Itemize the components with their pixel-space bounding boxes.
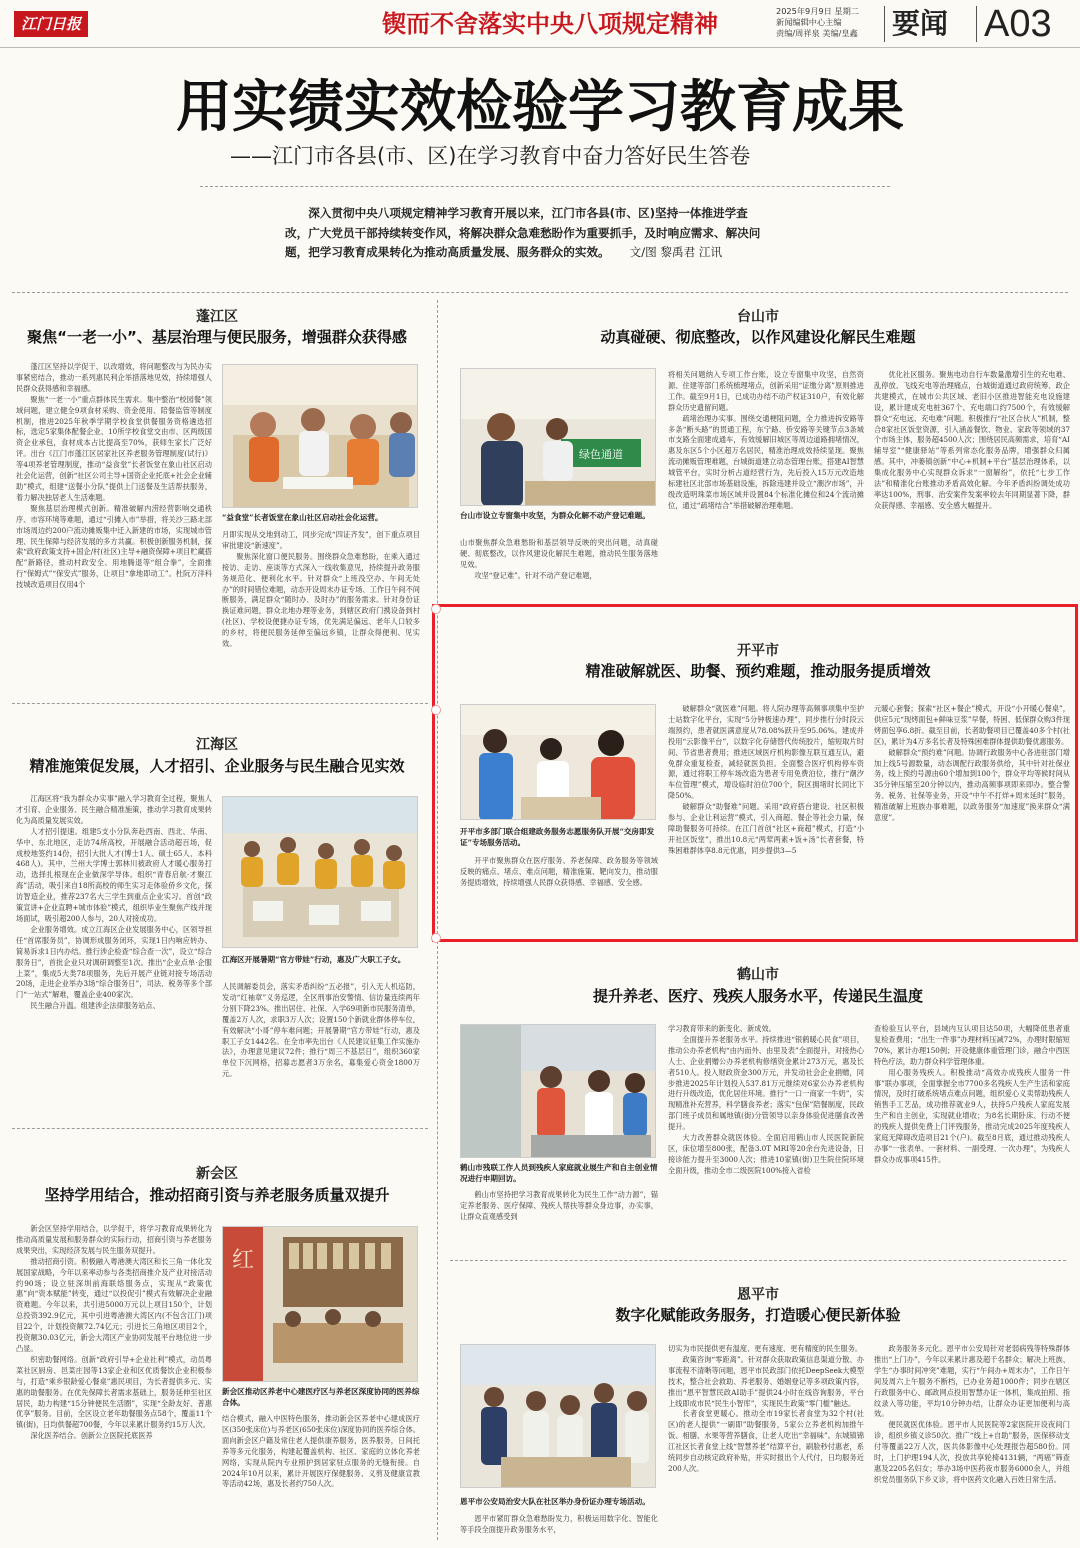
page-subtitle: ——江门市各县(市、区)在学习教育中奋力答好民生答卷 <box>230 144 751 168</box>
region-label: 开平市 <box>737 643 779 659</box>
svg-text:红: 红 <box>231 1248 255 1273</box>
article-photo <box>460 704 656 820</box>
article-body: 政务服务多元化。恩平市公安局针对老弱病残等特殊群体推出“上门办”，今年以来累计惠及超千名群众；解决上班族、学生“办事时间冲突”难题，实行“午间办+周末办”，工作日午间及周六上午服务不断档，已办业务超1000件；同步在辖区行政服务中心、邮政网点投用智慧办证一体机，集成拍照、指纹录入等功能，平均10分钟办结，让群众办证更加便利与高效。 便民就医优体验。恩平市人民医院等2家医院开设夜间门诊，组织乡镇义诊50次。推广“线上+自助”服务，医保移动支付等覆盖22万人次，医共体影像中心处理报告超580份。同时，上门护理194人次，投放共享轮椅4131辆，“两癌”筛查惠及2205名妇女；举办3场中医药夜市服务6000余人，并组织党员服务队下乡义诊，将中医药文化融入百姓日常生活。 <box>874 1344 1070 1484</box>
article-body: 新会区坚持学用结合，以学促干，将学习教育成果转化为推动高质量发展和服务群众的实际行动，招商引资与养老服务成果突出，实现经济发展与民生服务双提升。 推动招商引资。积极融入粤港澳大湾区和长三角一体化发展国家战略，今年以来率动参与各类招商推介及产业对接活动约90场；设立驻深圳前海联络服务点，实现从“政策优惠”向“资本赋能”转变，通过“以投促引”模式有效解决企业融资难题。今年以来，共引进5000万元以上项目150个，计划总投资392.9亿元，其中引进粤港澳大湾区内(不包含江门)项目22个，计划投资额72.74亿元；引进长三角地区项目2个，投资额30.03亿元，新会大湾区产业协同发展平台地位进一步凸显。 织密助餐网络。创新“政府引导+企业社利”模式，动员粤菜社区厨房、邑菜庄园等13家企业和区优质餐饮企业积极参与，打造“乘乡银龄爱心餐桌”惠民项目，为长者提供多元、实惠的助餐服务。在优先保障长者需求基础上，服务延伸至社区居民，助力构建“15分钟便民生活圈”，实现“全龄友好、普惠优享”服务。目前，全区设立老年助餐服务点58个，覆盖11个镇(街)，日均供餐超700餐，今年以来累计服务约15万人次。 深化医养结合。创新公立医院托底医养 <box>16 1224 212 1441</box>
article-body: 切实为市民提供更有温度、更有速度、更有精度的民生服务。 政策咨询“零距离”。针对群众获取政策信息渠道分散、办事流程不清晰等问题，恩平市民政部门依托DeepSeek大模型技术，整合社会救助、养老服务、婚姻登记等多项政策内容，推出“恩平智慧民政AI助手”提供24小时在线咨询服务，平台上线即成市民“民生小智库”，实现民生政策“零门槛”触达。 长者食堂更暖心。推动全市19家长者食堂为32个村(社区)的老人提供“一刷即”助餐服务，5家公立养老机构加推午饭、相膳、水果等营养膳食，让老人吃出“幸福味”。东城镇锦江社区长者食堂上线“智慧养老”结算平台，刷脸秒付惠老，系统同步自动核定政府补贴，并实时报出个人代付，日均服务近200人次。 <box>668 1344 864 1473</box>
article-photo <box>222 1226 418 1382</box>
article-body: 开平市聚焦群众在医疗服务、养老保障、政务服务等领域反映的痛点、堵点、难点问题，精准施策、靶向发力，推动服务提质增效，持续增强人民群众获得感、幸福感、安全感。 <box>460 856 658 887</box>
masthead-divider <box>976 6 977 42</box>
svg-text:绿色通道: 绿色通道 <box>579 448 623 461</box>
photo-caption: 恩平市公安局治安大队在社区举办身份证办理专场活动。 <box>460 1497 650 1506</box>
region-label: 蓬江区 <box>196 309 238 325</box>
article-body: 破解群众“就医难”问题。将人院办理等高频事项集中至护士站数字化平台，实现“5分钟极速办理”，同步推行分时段云端预约，患者就医满意度从78.08%跃升至95.06%。建成并投用“云影像平台”，以数字化存储替代传统胶片，缩短取片时间、节省患者费用；推进区域医疗机构影像互联互通互认，避免群众重复检查，减轻就医负担。全面整合医疗机构停车资源，通过将职工停车场改造为患者专用免费泊位，推行“潮汐车位管理”模式，增设临时泊位700个，院区拥堵时长同比下降50%。 破解群众“助餐难”问题。采用“政府搭台建设、社区积极参与、企业让利运营”模式，引入商超、餐企等社会力量，保障助餐服务可持续。在江门首创“社区+商超”模式，打造“小开社区饭堂”，推出10.8元“两荤两素+饭+汤”长者套餐，特殊困难群体享8.8元优惠，同步提供3—5 <box>668 704 864 855</box>
article-body: 人民调解委员会，落实矛盾纠纷“五必报”，引入无人机巡防，发动“红袖章”义务巡逻，全区刑事治安警情、信访量连续两年分别下降23%。推出居住、社保、入学69项新市民服务清单，覆盖2万人次，求职3万人次；设置150个新就业群体停车位，有效解决“小哥”停车难问题；开展暑期“官方带娃”行动，惠及职工子女1442名。在全市率先出台《人民建议征集工作实施办法》，办理意见建议72件；推行“周三不基层日”，组织360家单位下沉网格，招募志愿者3万余名，募集爱心资金1800万元。 <box>222 982 420 1079</box>
photo-caption: 台山市设立专窗集中攻坚，为群众化解不动产登记难题。 <box>460 511 650 520</box>
divider <box>12 292 1068 293</box>
region-label: 恩平市 <box>737 1287 779 1303</box>
photo-caption: 江海区开展暑期“官方带娃”行动，惠及广大职工子女。 <box>222 955 406 964</box>
article-body: 鹤山市坚持把学习教育成果转化为民生工作“动力源”，锚定养老服务、医疗保障、残疾人帮扶等群众身边事，办实事，让群众直观感受到 <box>460 1190 658 1221</box>
lead-paragraph: 深入贯彻中央八项规定精神学习教育开展以来，江门市各县(市、区)坚持一体推进学查 改，广大党员干部持续转变作风，将解决群众急难愁盼作为重要抓手，及时响应需求、解决问 题，把学习教育成果转化为推动高质量发展、服务群众的实效。 文/图 黎禹君 江讯 <box>285 206 761 259</box>
article-body: 结合模式，融入中医特色服务，推动新会区养老中心建成医疗区(350张床位)与养老区(650张床位)深度协同的医养综合体。面向新会区户籍及常住老人提供康养服务，医养服务，日间托养等多元化服务，构建起覆盖机构、社区、家庭的立体化养老网络，实现从院内专业照护到居家驻点服务的无缝衔接。自2024年10月以来，累计开展医疗保健服务、义剪及健康宣教等活动42场，惠及长者约750人次。 <box>222 1414 420 1489</box>
article-body: 将相关问题纳入专项工作台账，设立专窗集中攻坚，自然资源、住建等部门系统梳理堵点，创新采用“证缴分离”原则推进工作。截至9月1日，已成功办结不动产权证310户，有效化解群众历史遗留问题。 疏堵治理办实事。围绕交通梗阻问题，全力推进拆安路等多条“断头路”的贯通工程，东宁路、侨安路等关键节点3条城市支路全面建成通车，有效缓解旧城区等周边道路拥堵情况，惠及东区5个小区超万名居民，精准治理成效持续显现。聚焦流动摊贩管理难题，台城街道建立动态管理台账，搭建AI智慧城管平台，实时分析占道经营行为，先后投入15万元改造地标建社区北部市场基础设施，拆除违建并设立“潮汐市场”，升级改造明珠菜市场区域并设置84个标准化摊位和24个流动摊位，通过“疏堵结合”举措破解治理难题。 <box>668 370 864 510</box>
article-photo <box>222 796 418 948</box>
photo-caption: 新会区推动区养老中心建医疗区与养老区深度协同的医养综合体。 <box>222 1387 420 1407</box>
article-headline: 数字化赋能政务服务，打造暖心便民新体验 <box>615 1306 901 1324</box>
article-headline: 精准破解就医、助餐、预约难题，推动服务提质增效 <box>585 662 931 680</box>
article-photo <box>222 364 418 508</box>
masthead-date: 2025年9月9日 星期二 <box>776 6 859 16</box>
masthead-editor: 新闻编辑中心主编 <box>776 17 842 27</box>
masthead-date-block <box>776 6 886 39</box>
section-name: 要闻 <box>892 7 949 40</box>
photo-caption: 开平市多部门联合组建政务服务志愿服务队开展“交房即发证”专场服务活动。 <box>460 827 655 847</box>
divider <box>200 186 890 187</box>
article-body: 元暖心套餐；探索“社区+餐企”模式，开设“小开暖心餐桌”，供应5元“现烤面包+鲜味豆浆”早餐，特困、低保群众购3件现烤面包享6.8折。截至目前，长者助餐项目已覆盖40多个村(社区)，累计为4万多名长者及特殊困难群体提供助餐优惠服务。 破解群众“预约难”问题。协调行政服务中心各进驻部门增加上线5号源数量，动态调配行政服务供给，其中针对社保业务，线上预约号源由60个增加到100个，群众平均等候时间从35分钟压缩至20分钟以内，推动高频事项即来即办。整合警务、税务、社保等业务，开设“中午不打烊+周末延时”服务，精准破解上班族办事难题，以政务服务“加速度”换来群众“满意度”。 <box>874 704 1070 823</box>
article-body: 优化社区服务。聚焦电动自行车数量激增引生的充电难、乱停放、飞线充电等治理痛点，台城街道通过政府统筹、政企共建模式，在城市公共区域、老旧小区推进智能充电设施建设，累计建成充电桩367个、充电端口约7500个，有效缓解群众“充电远、充电难”问题。积极推行“社区合伙人”机制，整合8家社区饭堂资源，引入涵盖餐饮、物业、家政等领域的37个市场主体，服务超4500人次；围绕居民高频需求，培育“AI辅导室”“健康驿站”等系列常态化服务品牌，增强群众归属感。其中，冲蒌镇创新“中心+机制+平台”基层治理体系，以集成化服务中心实现群众诉求“一窗解纷”，依托“七步工作法”和精准化台账推动矛盾高效化解。今年矛盾纠纷调处成功率达100%，刑事、治安案件发案率较去年同期显著下降，群众获得感、幸福感、安全感大幅提升。 <box>874 370 1070 510</box>
masthead-slogan: 锲而不舍落实中央八项规定精神 <box>382 10 718 38</box>
page-number: A03 <box>984 3 1052 45</box>
masthead-divider <box>884 6 885 42</box>
article-body: 江海区将“我为群众办实事”融入学习教育全过程，聚焦人才引育、企业服务、民生融合精准施策，推动学习教育成果转化为高质量发展实效。 人才招引提速。组建5支小分队奔赴西南、西北、华南、华中、东北地区，走访74所高校，开展融合活动超百场，促成校地签约14份，招引大批人才(博士1人、硕士65人、本科468人)。其中，兰州大学博士郭林川被政府人才暖心服务打动，选择扎根现在企业做深学导体。组织“青春启航·才聚江海”活动，吸引来自18所高校的师生实习走体验侨乡文化，探访智造企业，推荐237名大三学生到重点企业实习。首创“政策宣讲+企业直聘+城市体验”模式，组织毕业生聚焦产线并现场面试，吸引超200人参与，20人对接成功。 企业服务增效。成立江海区企业发展服务中心，区领导担任“首席服务员”，协调形成服务闭环，实现1日内响应转办、简易诉求1日内办结。推行涉企检查“综合查一次”，设立“综合服务日”，首批企业只对调研调整至1次。推出“企业点单·企服上菜”，集成5大类78项服务，先后开展产业链对接专场活动20场，走进企业举办3场“综合服务日”，司法、税务等多个部门“一站式”解难，覆盖企业400家次。 民生融合升温。组建涉企法律服务站点、 <box>16 794 212 1011</box>
frame-marker <box>431 604 441 614</box>
article-photo <box>460 1344 656 1488</box>
region-label: 新会区 <box>196 1166 238 1182</box>
photo-caption: 鹤山市残联工作人员到残疾人家庭就业展生产和自主创业情况进行申期回访。 <box>460 1163 658 1183</box>
region-label: 台山市 <box>737 309 779 325</box>
article-body: 山市聚焦群众急难愁盼和基层领导反映的突出问题，动真碰硬、彻底整改，以作风建设化解民生难题，推动民生服务落地见效。 攻坚“登记难”。针对不动产登记难题， <box>460 538 658 580</box>
article-headline: 动真碰硬、彻底整改，以作风建设化解民生难题 <box>600 328 916 346</box>
article-body: 恩平市紧盯群众急难愁盼发力，积极运用数字化、智能化等手段全面提升政务服务水平， <box>460 1514 658 1534</box>
page-title: 用实绩实效检验学习教育成果 <box>176 74 904 140</box>
article-headline: 精准施策促发展，人才招引、企业服务与民生融合见实效 <box>29 757 405 775</box>
frame-marker <box>431 933 441 943</box>
divider <box>12 1128 428 1129</box>
masthead <box>0 0 1080 48</box>
article-body: 月即实现从交地到动工，同步完成“四证齐发”，创下重点项目审批建设“新速度”。 聚焦深化窗口便民服务。围绕群众急难愁盼，在乘入通过接访、走访、座谈等方式深入一线收集意见，持续提升政务服务规范化、便利化水平。针对群众“上班没空办、午间无处办”的时间错位难题，动态开设周末办证专场、工作日午间不间断服务，满足群众“随时办、及时办”的服务需求。针对身份证换证难问题，群众北地办理等业务，到辖区政府门携设备到村(社区)、学校设便捷办证专场，优先满足偏远、老年人口较多的乡村，将便民服务延伸至偏远乡镇，让群众得便利、见实效。 <box>222 530 420 649</box>
photo-caption: “益食堂”长者饭堂在象山社区启动社会化运营。 <box>222 513 383 522</box>
frame-marker <box>431 705 441 715</box>
divider <box>12 703 428 704</box>
region-label: 江海区 <box>196 737 238 753</box>
article-photo <box>460 1024 656 1158</box>
article-headline: 聚焦“一老一小”、基层治理与便民服务，增强群众获得感 <box>27 328 407 346</box>
article-body: 蓬江区坚持以学促干、以改增效，将问题整改与为民办实事紧密结合，推动一系列惠民利企举措落地见效，持续增强人民群众获得感和幸福感。 聚焦“一老一小”重点群体民生需求。集中整治“校园餐”领域问题，建立健全9项食材采购、资金使用、陪餐监管等制度机制，推进2025年秋季学期学校食堂供餐服务资格遴选招标，选定5家集体配餐企业、10所学校食堂交由市、区两级国资企业承包，食材成本占比提高至70%，获师生家长广泛好评。出台《江门市蓬江区居家社区养老服务管理制度(试行)》等4项养老管理制度，推动“益食堂”长者饭堂在象山社区启动社会化运营，创新“社区公司主导+国资企业托底+社会企业辅助”模式，组建“送餐小分队”提供上门送餐及生活帮扶服务，着力解决独居老人生活难题。 聚焦基层治理模式创新。精准破解内涝经营影响交通秩序、市容环境等难题，通过“引摊入市”举措，将关沙三路北部市场周边约200户流动摊贩集中迁入新建的市场，实现城市管理、民生保障与经济发展的多方共赢。积极创新服务机制，探索“政府政策支持+国企/村(社区)主导+融资保障+项目贮藏搭配”新路径，推动村政安全、用地腾退等“组合拳”，全面推行“保姆式”“保安式”服务，让项目“拿地即动工”。杜阮万洋科技城改造项目仅用4个 <box>16 362 212 590</box>
article-headline: 坚持学用结合，推动招商引资与养老服务质量双提升 <box>44 1186 390 1204</box>
article-photo <box>460 368 656 506</box>
divider <box>450 1260 1066 1261</box>
masthead-editor: 责编/周祥泉 美编/皇鑫 <box>776 28 858 38</box>
newspaper-logo: 江门日报 <box>14 11 88 37</box>
article-body: 学习教育带来的新变化、新成效。 全面提升养老服务水平。持续推进“银鹤暖心民食”项目，推动公办养老机构“由内而外、由里及表”全面提升，对接热心人士、企业捐赠公办养老机构修缮资金累计273万元，惠及长者510人。投入财政资金300万元，并发动社会企业捐赠，同步推进2025年计划投入537.81万元继续对6家公办养老机构进行升级改造，优化居住环境。推行“一口一商家一牛奶”，实现精准补充营养，科学膳食养老；落实“包保”陪餐制度，民政部门班子成员和属地镇(街)分管领导以亲身体验促进膳食改善提升。 大力改善群众就医体验。全面启用鹤山市人民医院新院区，床位增至800张，配备3.0T MRI等20余台先进设备，日接诊能力提升至3000人次；推进10家镇(街)卫生院住院环境全面升级，推动全市二级医院100%接入省检 <box>668 1024 864 1175</box>
byline: 文/图 黎禹君 江讯 <box>629 245 723 259</box>
article-body: 查检验互认平台，县域内互认项目达50项，大幅降低患者重复检查费用；“出生一件事”办理材料压减72%，办理时限缩短70%，累计办理150例；开设健康体重管理门诊，融合中西医特色疗法，助力群众科学管理体重。 用心服务残疾人。积极推动“高效办成残疾人服务一件事”联办事项，全面掌握全市7700多名残疾人生产生活和家庭情况，及时打破系统堵点难点问题，组织爱心义卖帮助残疾人销售手工艺品，成功推荐就业9人，扶持5户残疾人家庭发展生产和自主创业，实现就业增收；为8名长期卧床、行动不便的残疾人提供免费上门评残服务，推动完成2025年度残疾人家庭无障碍改造项目21个(户)。截至8月底，通过推动残疾人办事“一张表单、一套材料、一副受理、一次办理”，为残疾人群众办成事项415件。 <box>874 1024 1070 1164</box>
region-label: 鹤山市 <box>737 967 779 983</box>
article-headline: 提升养老、医疗、残疾人服务水平，传递民生温度 <box>592 987 923 1005</box>
